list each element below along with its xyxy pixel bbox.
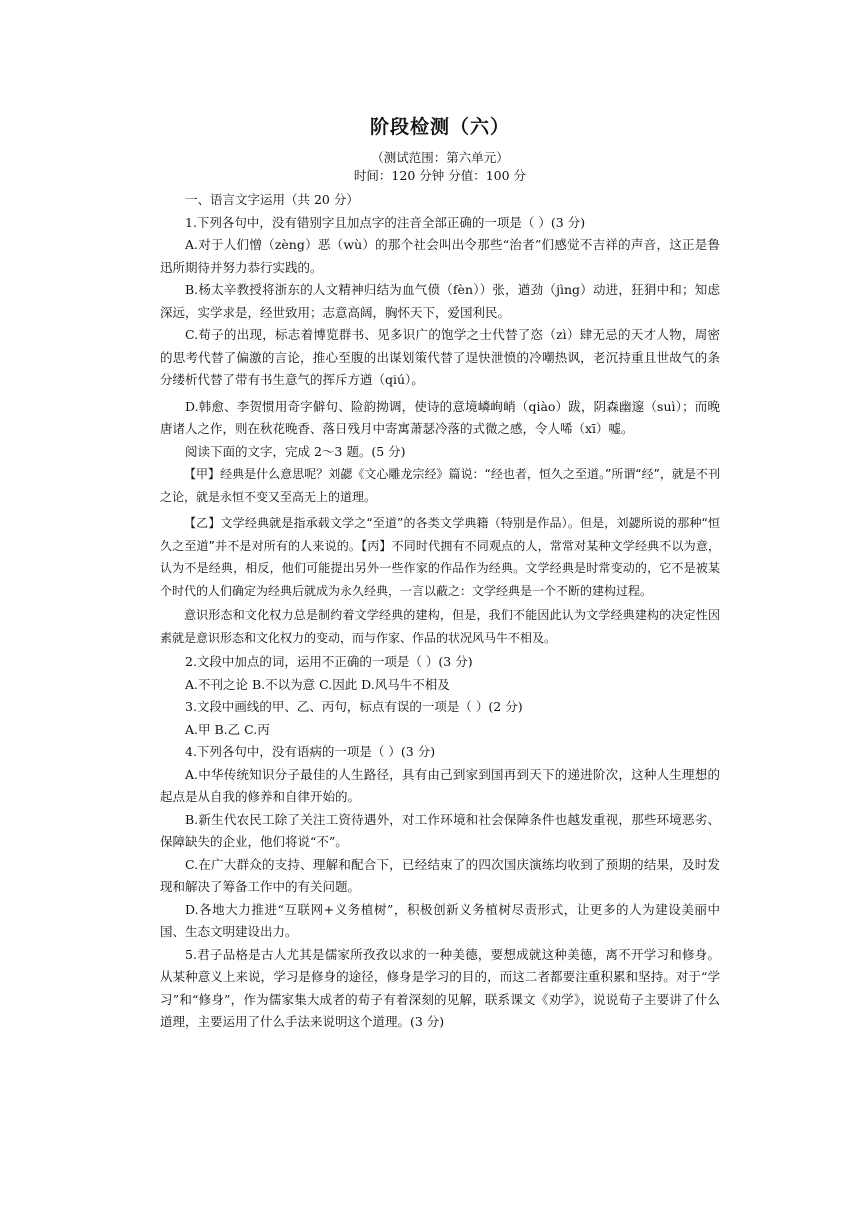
test-scope: （测试范围：第六单元）	[371, 150, 509, 165]
question-1-option-b: B.杨太辛教授将浙东的人文精神归结为血气偾（fèn））张，遒劲（jìng）动进，狂狷中和；知虑深远，实学求是，经世致用；志意高阔，胸怀天下，爱国利民。	[160, 282, 720, 320]
question-2-options: A.不刊之论 B.不以为意 C.因此 D.风马牛不相及	[185, 676, 450, 692]
question-4-option-c: C.在广大群众的支持、理解和配合下，已经结束了的四次国庆演练均收到了预期的结果，及时发现和解决了筹备工作中的有关问题。	[160, 856, 720, 894]
question-4-option-a: A.中华传统知识分子最佳的人生路径，具有由己到家到国再到天下的递进阶次，这种人生理想的起点是从自我的修养和自律开始的。	[160, 766, 720, 804]
passage-yi: 【乙】文学经典就是指承载文学之“至道”的各类文学典籍（特别是作品）。但是，刘勰所说的那种“恒久之至道”并不是对所有的人来说的。【丙】不同时代拥有不同观点的人，常常对某种文学经典不以为意，认为不是经典，相反，他们可能提出另外一些作家的作品作为经典。文学经典是时常变动的，它不是被某个时代的人们确定为经典后就成为永久经典，一言以蔽之：文学经典是一个不断的建构过程。	[160, 516, 720, 598]
question-3-options: A.甲 B.乙 C.丙	[185, 721, 270, 737]
question-4-option-b: B.新生代农民工除了关注工资待遇外，对工作环境和社会保障条件也越发重视，那些环境恶劣、保障缺失的企业，他们将说“不”。	[160, 811, 720, 849]
passage-last: 意识形态和文化权力总是制约着文学经典的建构，但是，我们不能因此认为文学经典建构的决定性因素就是意识形态和文化权力的变动，而与作家、作品的状况风马牛不相及。	[160, 608, 720, 645]
time-score-info: 时间：120 分钟 分值：100 分	[353, 168, 527, 183]
question-1-option-c: C.荀子的出现，标志着博览群书、见多识广的饱学之士代替了恣（zì）肆无忌的天才人物，周密的思考代替了偏激的言论，推心至腹的出谋划策代替了逞快泄愤的冷嘲热讽，老沉持重且世故气的条分缕析代替了带有书生意气的挥斥方遒（qiú）。	[160, 327, 720, 387]
exam-page	[160, 112, 720, 1034]
passage-jia: 【甲】经典是什么意思呢？刘勰《文心雕龙宗经》篇说：“经也者，恒久之至道。”所谓“经”，就是不刊之论，就是永恒不变又至高无上的道理。	[160, 467, 720, 504]
question-3-stem: 3.文段中画线的甲、乙、丙句，标点有误的一项是（ ）(2 分)	[185, 699, 523, 714]
question-5: 5.君子品格是古人尤其是儒家所孜孜以求的一种美德，要想成就这种美德，离不开学习和修身。从某种意义上来说，学习是修身的途径，修身是学习的目的，而这二者都要注重积累和坚持。对于“学习”和“修身”，作为儒家集大成者的荀子有着深刻的见解，联系课文《劝学》，说说荀子主要讲了什么道理，主要运用了什么手法来说明这个道理。(3 分)	[160, 946, 720, 1029]
question-1-option-d: D.韩愈、李贺惯用奇字僻句、险韵拗调，使诗的意境嶙峋峭（qiào）跋，阴森幽邃（suì）；而晚唐诸人之作，则在秋花晚香、落日残月中寄寓萧瑟冷落的式微之感，令人唏（xī）嘘。	[160, 398, 720, 436]
page-title: 阶段检测（六）	[369, 116, 510, 138]
reading-intro: 阅读下面的文字，完成 2～3 题。(5 分)	[185, 443, 406, 459]
question-2-stem: 2.文段中加点的词，运用不正确的一项是（ ）(3 分)	[185, 654, 473, 669]
section-heading: 一、语言文字运用（共 20 分）	[185, 192, 359, 207]
question-4-option-d: D.各地大力推进“互联网+义务植树”，积极创新义务植树尽责形式，让更多的人为建设美丽中国、生态文明建设出力。	[160, 901, 720, 939]
question-1-option-a: A.对于人们憎（zèng）恶（wù）的那个社会叫出令那些“治者”们感觉不吉祥的声音，这正是鲁迅所期待并努力恭行实践的。	[160, 237, 720, 275]
question-4-stem: 4.下列各句中，没有语病的一项是（ ）(3 分)	[185, 744, 436, 759]
question-1-stem: 1.下列各句中，没有错别字且加点字的注音全部正确的一项是（ ）(3 分)	[185, 214, 586, 230]
